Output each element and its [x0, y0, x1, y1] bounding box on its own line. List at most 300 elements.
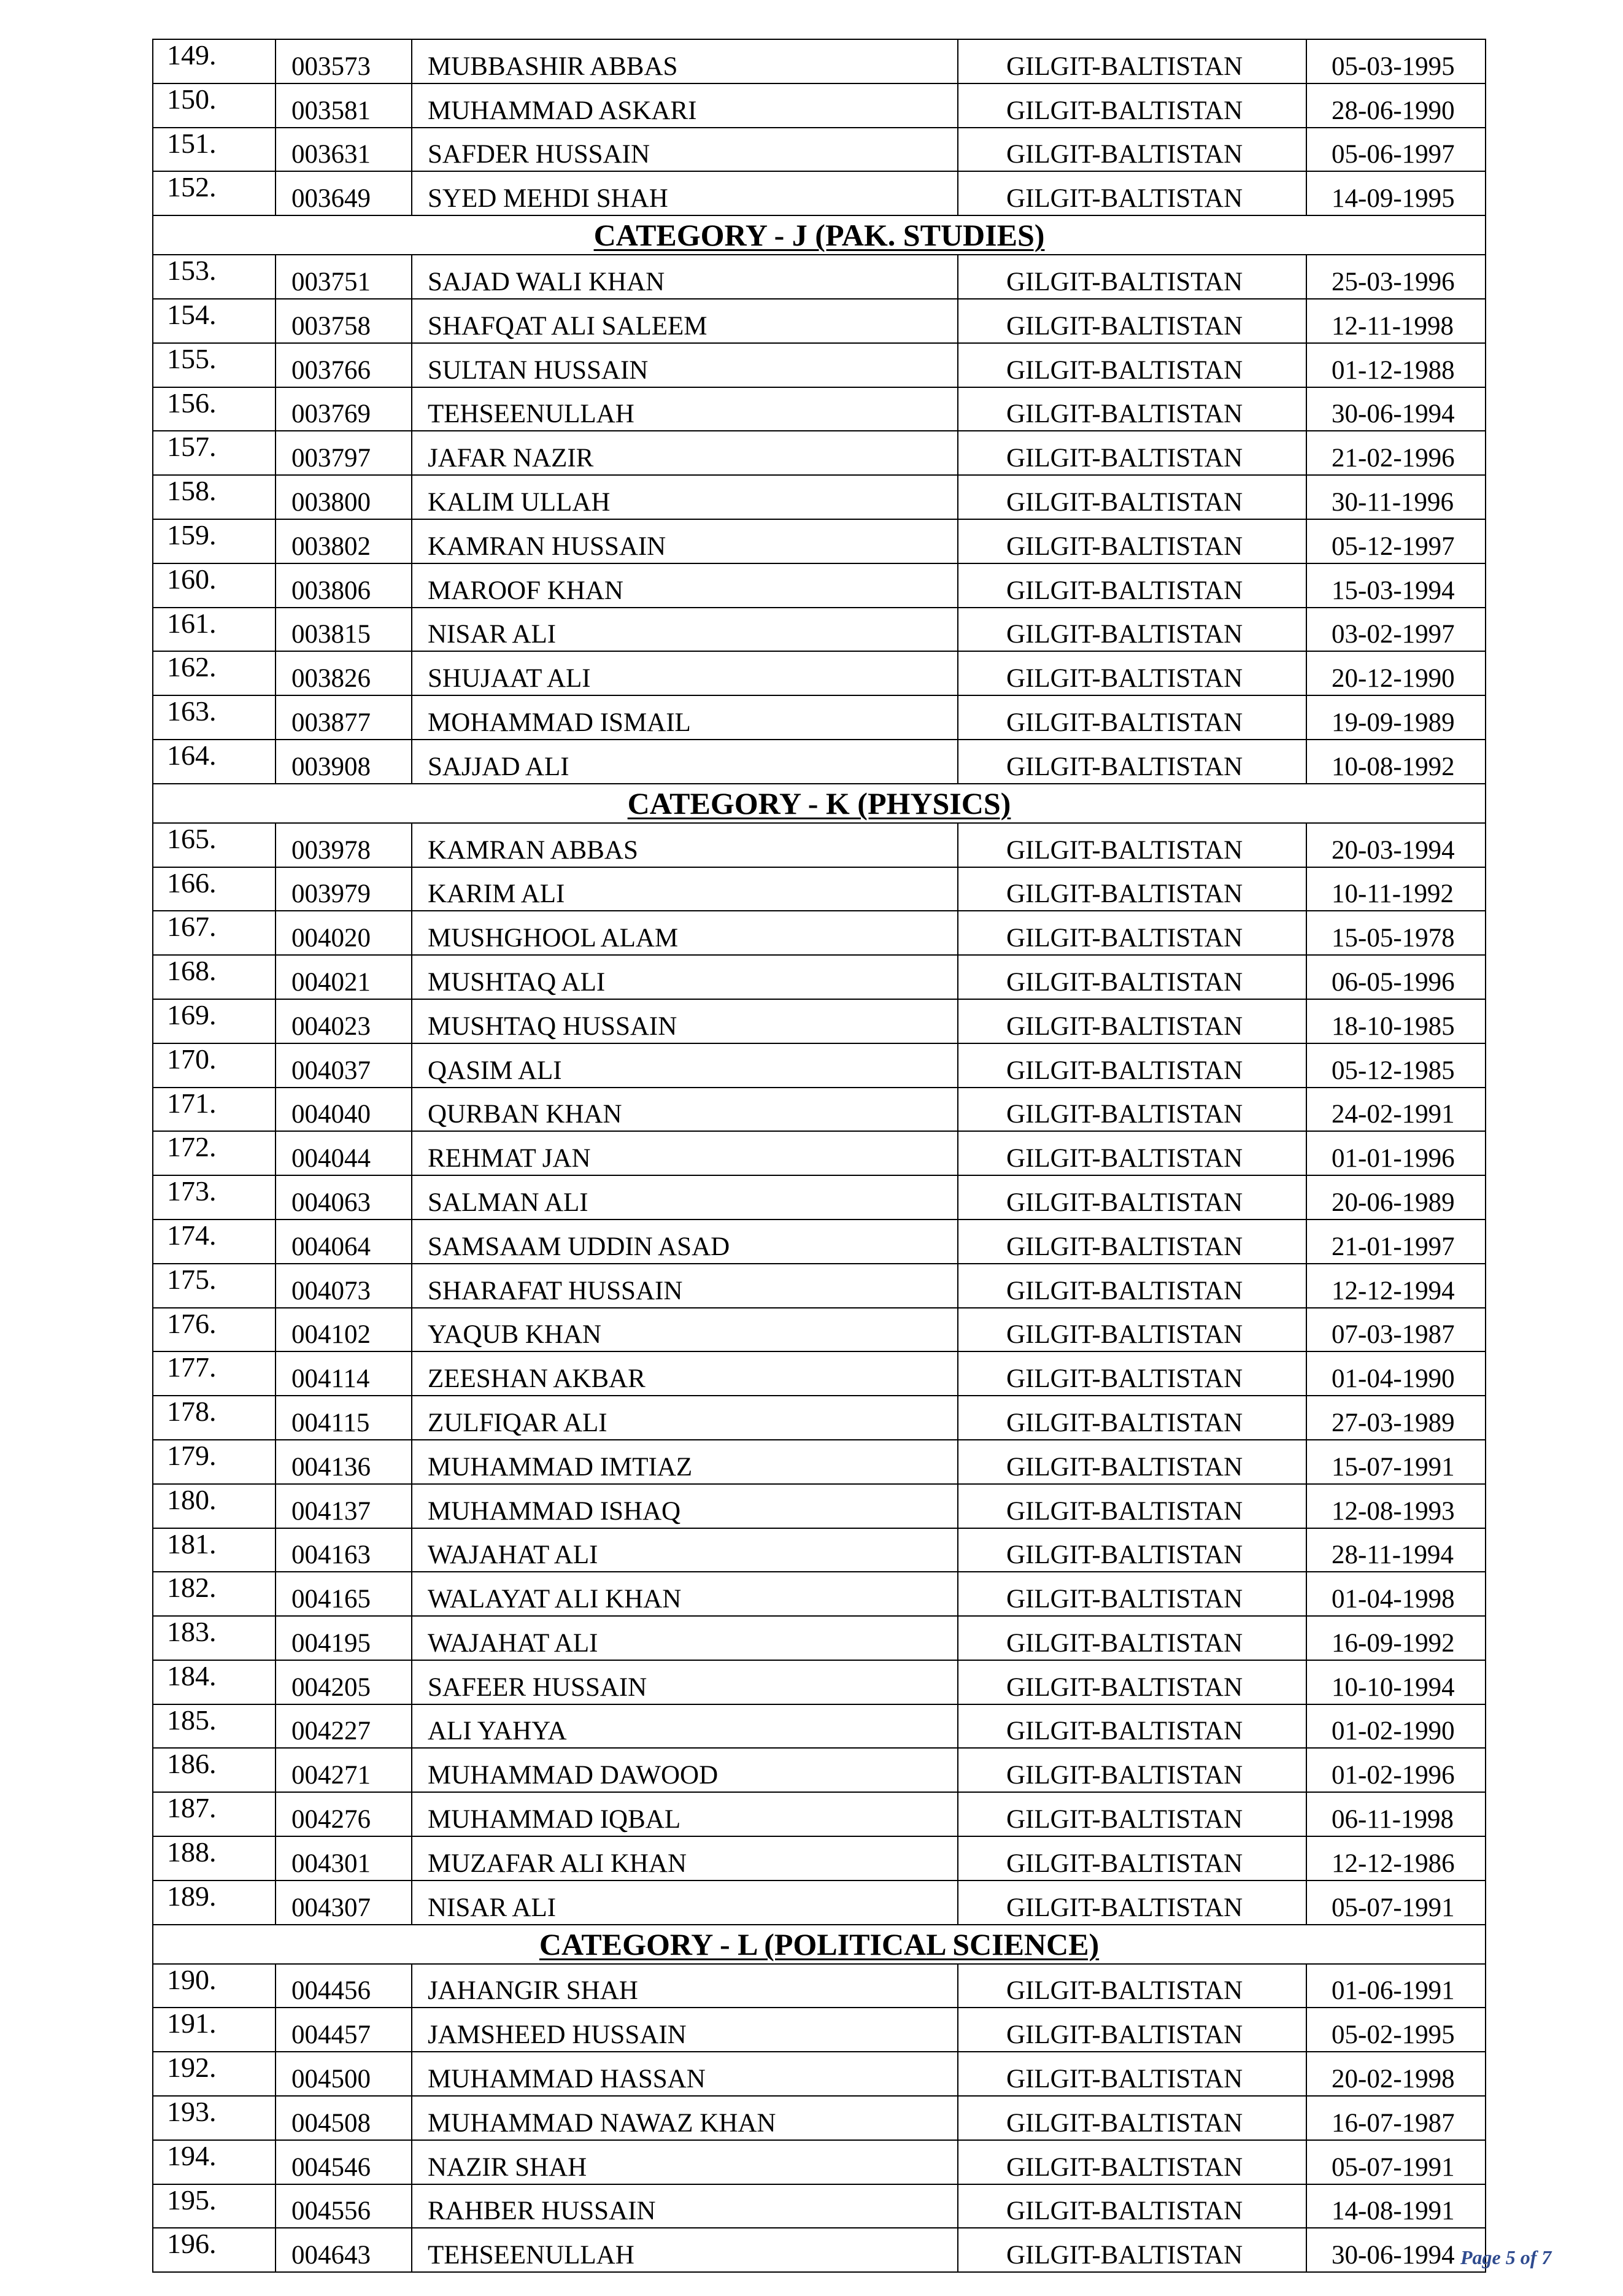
category-title-cell — [153, 1925, 1486, 1964]
domicile: GILGIT-BALTISTAN — [958, 1964, 1306, 2008]
roll-number: 004115 — [276, 1396, 412, 1440]
candidate-name: SAJJAD ALI — [412, 740, 958, 784]
table-row — [153, 2184, 1486, 2228]
table-row — [153, 387, 1486, 431]
roll-number: 004643 — [276, 2228, 412, 2272]
category-title-cell — [153, 784, 1486, 823]
candidate-name: NISAR ALI — [412, 608, 958, 652]
table-row — [153, 128, 1486, 172]
domicile: GILGIT-BALTISTAN — [958, 999, 1306, 1043]
domicile: GILGIT-BALTISTAN — [958, 1351, 1306, 1396]
domicile: GILGIT-BALTISTAN — [958, 83, 1306, 128]
candidate-name: NAZIR SHAH — [412, 2140, 958, 2184]
table-row — [153, 2008, 1486, 2052]
roll-number: 004040 — [276, 1088, 412, 1132]
candidate-name: SALMAN ALI — [412, 1175, 958, 1220]
domicile: GILGIT-BALTISTAN — [958, 911, 1306, 955]
roll-number: 004276 — [276, 1792, 412, 1836]
candidate-name: MOHAMMAD ISMAIL — [412, 695, 958, 740]
serial-number: 156. — [153, 387, 276, 431]
domicile: GILGIT-BALTISTAN — [958, 1528, 1306, 1572]
roll-number: 004037 — [276, 1043, 412, 1088]
candidate-name: SHARAFAT HUSSAIN — [412, 1264, 958, 1308]
date-of-birth: 05-02-1995 — [1306, 2008, 1486, 2052]
date-of-birth: 05-12-1985 — [1306, 1043, 1486, 1088]
table-row — [153, 1484, 1486, 1528]
candidate-name: MUHAMMAD IQBAL — [412, 1792, 958, 1836]
candidate-name: RAHBER HUSSAIN — [412, 2184, 958, 2228]
roll-number: 003978 — [276, 823, 412, 867]
serial-number: 183. — [153, 1616, 276, 1660]
domicile: GILGIT-BALTISTAN — [958, 1748, 1306, 1792]
serial-number: 163. — [153, 695, 276, 740]
domicile: GILGIT-BALTISTAN — [958, 1088, 1306, 1132]
table-row — [153, 999, 1486, 1043]
candidate-name: SAFEER HUSSAIN — [412, 1660, 958, 1704]
table-row — [153, 823, 1486, 867]
candidate-name: MUHAMMAD IMTIAZ — [412, 1440, 958, 1484]
date-of-birth: 01-06-1991 — [1306, 1964, 1486, 2008]
domicile: GILGIT-BALTISTAN — [958, 343, 1306, 387]
serial-number: 167. — [153, 911, 276, 955]
candidate-name: JAHANGIR SHAH — [412, 1964, 958, 2008]
domicile: GILGIT-BALTISTAN — [958, 1396, 1306, 1440]
roll-number: 003751 — [276, 255, 412, 299]
date-of-birth: 24-02-1991 — [1306, 1088, 1486, 1132]
table-row — [153, 1880, 1486, 1925]
table-row — [153, 1175, 1486, 1220]
candidate-name: ALI YAHYA — [412, 1704, 958, 1749]
domicile: GILGIT-BALTISTAN — [958, 740, 1306, 784]
table-row — [153, 519, 1486, 563]
roll-number: 003631 — [276, 128, 412, 172]
roll-number: 004073 — [276, 1264, 412, 1308]
date-of-birth: 01-01-1996 — [1306, 1131, 1486, 1175]
serial-number: 196. — [153, 2228, 276, 2272]
serial-number: 182. — [153, 1572, 276, 1616]
date-of-birth: 05-07-1991 — [1306, 2140, 1486, 2184]
roll-number: 004137 — [276, 1484, 412, 1528]
category-title: CATEGORY - L (POLITICAL SCIENCE) — [539, 1927, 1100, 1962]
serial-number: 179. — [153, 1440, 276, 1484]
date-of-birth: 10-10-1994 — [1306, 1660, 1486, 1704]
table-row — [153, 1351, 1486, 1396]
date-of-birth: 20-02-1998 — [1306, 2052, 1486, 2096]
table-row — [153, 1748, 1486, 1792]
date-of-birth: 19-09-1989 — [1306, 695, 1486, 740]
table-row — [153, 2140, 1486, 2184]
roll-number: 004195 — [276, 1616, 412, 1660]
roll-number: 004556 — [276, 2184, 412, 2228]
date-of-birth: 06-05-1996 — [1306, 955, 1486, 999]
table-row — [153, 1396, 1486, 1440]
domicile: GILGIT-BALTISTAN — [958, 1484, 1306, 1528]
table-row — [153, 911, 1486, 955]
serial-number: 155. — [153, 343, 276, 387]
domicile: GILGIT-BALTISTAN — [958, 2140, 1306, 2184]
roll-number: 004165 — [276, 1572, 412, 1616]
roll-number: 004136 — [276, 1440, 412, 1484]
serial-number: 168. — [153, 955, 276, 999]
domicile: GILGIT-BALTISTAN — [958, 39, 1306, 83]
candidate-name: TEHSEENULLAH — [412, 387, 958, 431]
serial-number: 164. — [153, 740, 276, 784]
category-header — [153, 784, 1486, 823]
table-row — [153, 2052, 1486, 2096]
date-of-birth: 18-10-1985 — [1306, 999, 1486, 1043]
domicile: GILGIT-BALTISTAN — [958, 2008, 1306, 2052]
roll-number: 004500 — [276, 2052, 412, 2096]
candidate-name: TEHSEENULLAH — [412, 2228, 958, 2272]
candidate-name: SULTAN HUSSAIN — [412, 343, 958, 387]
category-title-cell — [153, 215, 1486, 255]
date-of-birth: 03-02-1997 — [1306, 608, 1486, 652]
candidate-name: WALAYAT ALI KHAN — [412, 1572, 958, 1616]
roll-number: 004163 — [276, 1528, 412, 1572]
date-of-birth: 12-11-1998 — [1306, 299, 1486, 343]
domicile: GILGIT-BALTISTAN — [958, 867, 1306, 911]
domicile: GILGIT-BALTISTAN — [958, 431, 1306, 475]
roll-number: 004044 — [276, 1131, 412, 1175]
serial-number: 192. — [153, 2052, 276, 2096]
serial-number: 186. — [153, 1748, 276, 1792]
serial-number: 176. — [153, 1308, 276, 1352]
domicile: GILGIT-BALTISTAN — [958, 2052, 1306, 2096]
domicile: GILGIT-BALTISTAN — [958, 2184, 1306, 2228]
date-of-birth: 15-07-1991 — [1306, 1440, 1486, 1484]
candidates-table-body — [153, 39, 1486, 2272]
domicile: GILGIT-BALTISTAN — [958, 1220, 1306, 1264]
serial-number: 180. — [153, 1484, 276, 1528]
domicile: GILGIT-BALTISTAN — [958, 1616, 1306, 1660]
roll-number: 003649 — [276, 171, 412, 215]
serial-number: 159. — [153, 519, 276, 563]
roll-number: 003797 — [276, 431, 412, 475]
domicile: GILGIT-BALTISTAN — [958, 519, 1306, 563]
table-row — [153, 1264, 1486, 1308]
date-of-birth: 15-03-1994 — [1306, 563, 1486, 608]
serial-number: 157. — [153, 431, 276, 475]
roll-number: 003573 — [276, 39, 412, 83]
serial-number: 172. — [153, 1131, 276, 1175]
candidate-name: QASIM ALI — [412, 1043, 958, 1088]
date-of-birth: 20-12-1990 — [1306, 651, 1486, 695]
date-of-birth: 16-09-1992 — [1306, 1616, 1486, 1660]
roll-number: 004064 — [276, 1220, 412, 1264]
date-of-birth: 05-03-1995 — [1306, 39, 1486, 83]
date-of-birth: 01-12-1988 — [1306, 343, 1486, 387]
domicile: GILGIT-BALTISTAN — [958, 1660, 1306, 1704]
roll-number: 004307 — [276, 1880, 412, 1925]
candidate-name: JAFAR NAZIR — [412, 431, 958, 475]
serial-number: 166. — [153, 867, 276, 911]
candidate-name: SHAFQAT ALI SALEEM — [412, 299, 958, 343]
serial-number: 150. — [153, 83, 276, 128]
roll-number: 003802 — [276, 519, 412, 563]
roll-number: 003766 — [276, 343, 412, 387]
candidate-name: SAFDER HUSSAIN — [412, 128, 958, 172]
roll-number: 004020 — [276, 911, 412, 955]
table-row — [153, 39, 1486, 83]
roll-number: 003815 — [276, 608, 412, 652]
candidate-name: KARIM ALI — [412, 867, 958, 911]
date-of-birth: 14-08-1991 — [1306, 2184, 1486, 2228]
candidate-name: MUZAFAR ALI KHAN — [412, 1836, 958, 1880]
table-row — [153, 2228, 1486, 2272]
roll-number: 004114 — [276, 1351, 412, 1396]
category-header — [153, 1925, 1486, 1964]
candidate-name: MUSHTAQ ALI — [412, 955, 958, 999]
roll-number: 004457 — [276, 2008, 412, 2052]
domicile: GILGIT-BALTISTAN — [958, 1264, 1306, 1308]
serial-number: 149. — [153, 39, 276, 83]
candidate-name: YAQUB KHAN — [412, 1308, 958, 1352]
results-sheet — [152, 39, 1485, 2273]
candidate-name: ZULFIQAR ALI — [412, 1396, 958, 1440]
roll-number: 003581 — [276, 83, 412, 128]
serial-number: 181. — [153, 1528, 276, 1572]
serial-number: 193. — [153, 2096, 276, 2140]
candidate-name: WAJAHAT ALI — [412, 1528, 958, 1572]
candidate-name: MUHAMMAD ASKARI — [412, 83, 958, 128]
roll-number: 004508 — [276, 2096, 412, 2140]
roll-number: 003758 — [276, 299, 412, 343]
table-row — [153, 1964, 1486, 2008]
date-of-birth: 28-11-1994 — [1306, 1528, 1486, 1572]
serial-number: 160. — [153, 563, 276, 608]
date-of-birth: 20-03-1994 — [1306, 823, 1486, 867]
date-of-birth: 06-11-1998 — [1306, 1792, 1486, 1836]
serial-number: 184. — [153, 1660, 276, 1704]
domicile: GILGIT-BALTISTAN — [958, 171, 1306, 215]
serial-number: 154. — [153, 299, 276, 343]
table-row — [153, 255, 1486, 299]
serial-number: 165. — [153, 823, 276, 867]
serial-number: 170. — [153, 1043, 276, 1088]
table-row — [153, 1440, 1486, 1484]
table-row — [153, 955, 1486, 999]
table-row — [153, 475, 1486, 519]
category-title: CATEGORY - K (PHYSICS) — [627, 786, 1011, 821]
roll-number: 003800 — [276, 475, 412, 519]
date-of-birth: 15-05-1978 — [1306, 911, 1486, 955]
roll-number: 004271 — [276, 1748, 412, 1792]
serial-number: 152. — [153, 171, 276, 215]
serial-number: 194. — [153, 2140, 276, 2184]
serial-number: 173. — [153, 1175, 276, 1220]
candidate-name: MUHAMMAD ISHAQ — [412, 1484, 958, 1528]
date-of-birth: 12-12-1986 — [1306, 1836, 1486, 1880]
candidate-name: ZEESHAN AKBAR — [412, 1351, 958, 1396]
table-row — [153, 740, 1486, 784]
serial-number: 178. — [153, 1396, 276, 1440]
domicile: GILGIT-BALTISTAN — [958, 1836, 1306, 1880]
table-row — [153, 563, 1486, 608]
domicile: GILGIT-BALTISTAN — [958, 1704, 1306, 1749]
serial-number: 162. — [153, 651, 276, 695]
candidate-name: SHUJAAT ALI — [412, 651, 958, 695]
domicile: GILGIT-BALTISTAN — [958, 387, 1306, 431]
table-row — [153, 1528, 1486, 1572]
page-number: Page 5 of 7 — [1460, 2246, 1552, 2268]
roll-number: 003806 — [276, 563, 412, 608]
candidate-name: SYED MEHDI SHAH — [412, 171, 958, 215]
domicile: GILGIT-BALTISTAN — [958, 563, 1306, 608]
serial-number: 195. — [153, 2184, 276, 2228]
domicile: GILGIT-BALTISTAN — [958, 1043, 1306, 1088]
serial-number: 171. — [153, 1088, 276, 1132]
date-of-birth: 16-07-1987 — [1306, 2096, 1486, 2140]
roll-number: 003769 — [276, 387, 412, 431]
candidate-name: KAMRAN HUSSAIN — [412, 519, 958, 563]
domicile: GILGIT-BALTISTAN — [958, 651, 1306, 695]
serial-number: 161. — [153, 608, 276, 652]
date-of-birth: 01-04-1998 — [1306, 1572, 1486, 1616]
roll-number: 004456 — [276, 1964, 412, 2008]
domicile: GILGIT-BALTISTAN — [958, 1175, 1306, 1220]
domicile: GILGIT-BALTISTAN — [958, 1440, 1306, 1484]
table-row — [153, 867, 1486, 911]
candidate-name: REHMAT JAN — [412, 1131, 958, 1175]
date-of-birth: 28-06-1990 — [1306, 83, 1486, 128]
candidate-name: KAMRAN ABBAS — [412, 823, 958, 867]
table-row — [153, 83, 1486, 128]
date-of-birth: 01-02-1996 — [1306, 1748, 1486, 1792]
candidate-name: MUHAMMAD NAWAZ KHAN — [412, 2096, 958, 2140]
serial-number: 189. — [153, 1880, 276, 1925]
roll-number: 004023 — [276, 999, 412, 1043]
roll-number: 003877 — [276, 695, 412, 740]
serial-number: 188. — [153, 1836, 276, 1880]
date-of-birth: 30-11-1996 — [1306, 475, 1486, 519]
candidate-name: MUHAMMAD HASSAN — [412, 2052, 958, 2096]
category-title: CATEGORY - J (PAK. STUDIES) — [593, 218, 1045, 253]
date-of-birth: 05-06-1997 — [1306, 128, 1486, 172]
roll-number: 004205 — [276, 1660, 412, 1704]
roll-number: 004063 — [276, 1175, 412, 1220]
date-of-birth: 25-03-1996 — [1306, 255, 1486, 299]
serial-number: 169. — [153, 999, 276, 1043]
candidate-name: SAMSAAM UDDIN ASAD — [412, 1220, 958, 1264]
candidates-table — [152, 39, 1486, 2273]
domicile: GILGIT-BALTISTAN — [958, 299, 1306, 343]
table-row — [153, 1043, 1486, 1088]
domicile: GILGIT-BALTISTAN — [958, 1792, 1306, 1836]
date-of-birth: 07-03-1987 — [1306, 1308, 1486, 1352]
date-of-birth: 20-06-1989 — [1306, 1175, 1486, 1220]
domicile: GILGIT-BALTISTAN — [958, 695, 1306, 740]
table-row — [153, 1572, 1486, 1616]
serial-number: 153. — [153, 255, 276, 299]
roll-number: 004227 — [276, 1704, 412, 1749]
domicile: GILGIT-BALTISTAN — [958, 608, 1306, 652]
candidate-name: QURBAN KHAN — [412, 1088, 958, 1132]
domicile: GILGIT-BALTISTAN — [958, 1880, 1306, 1925]
serial-number: 151. — [153, 128, 276, 172]
table-row — [153, 431, 1486, 475]
date-of-birth: 01-04-1990 — [1306, 1351, 1486, 1396]
candidate-name: MUBBASHIR ABBAS — [412, 39, 958, 83]
date-of-birth: 27-03-1989 — [1306, 1396, 1486, 1440]
roll-number: 004021 — [276, 955, 412, 999]
serial-number: 177. — [153, 1351, 276, 1396]
table-row — [153, 695, 1486, 740]
table-row — [153, 1704, 1486, 1749]
table-row — [153, 2096, 1486, 2140]
domicile: GILGIT-BALTISTAN — [958, 2228, 1306, 2272]
domicile: GILGIT-BALTISTAN — [958, 1308, 1306, 1352]
domicile: GILGIT-BALTISTAN — [958, 255, 1306, 299]
domicile: GILGIT-BALTISTAN — [958, 955, 1306, 999]
serial-number: 187. — [153, 1792, 276, 1836]
candidate-name: KALIM ULLAH — [412, 475, 958, 519]
date-of-birth: 21-01-1997 — [1306, 1220, 1486, 1264]
roll-number: 004301 — [276, 1836, 412, 1880]
table-row — [153, 608, 1486, 652]
candidate-name: NISAR ALI — [412, 1880, 958, 1925]
roll-number: 003908 — [276, 740, 412, 784]
domicile: GILGIT-BALTISTAN — [958, 475, 1306, 519]
domicile: GILGIT-BALTISTAN — [958, 1572, 1306, 1616]
date-of-birth: 05-07-1991 — [1306, 1880, 1486, 1925]
candidate-name: MUSHTAQ HUSSAIN — [412, 999, 958, 1043]
serial-number: 174. — [153, 1220, 276, 1264]
table-row — [153, 1836, 1486, 1880]
table-row — [153, 1616, 1486, 1660]
table-row — [153, 1220, 1486, 1264]
date-of-birth: 10-11-1992 — [1306, 867, 1486, 911]
date-of-birth: 14-09-1995 — [1306, 171, 1486, 215]
date-of-birth: 01-02-1990 — [1306, 1704, 1486, 1749]
domicile: GILGIT-BALTISTAN — [958, 2096, 1306, 2140]
table-row — [153, 171, 1486, 215]
candidate-name: WAJAHAT ALI — [412, 1616, 958, 1660]
table-row — [153, 299, 1486, 343]
table-row — [153, 1792, 1486, 1836]
roll-number: 004102 — [276, 1308, 412, 1352]
date-of-birth: 05-12-1997 — [1306, 519, 1486, 563]
candidate-name: SAJAD WALI KHAN — [412, 255, 958, 299]
roll-number: 004546 — [276, 2140, 412, 2184]
table-row — [153, 1088, 1486, 1132]
domicile: GILGIT-BALTISTAN — [958, 128, 1306, 172]
table-row — [153, 343, 1486, 387]
candidate-name: MUHAMMAD DAWOOD — [412, 1748, 958, 1792]
serial-number: 185. — [153, 1704, 276, 1749]
date-of-birth: 12-08-1993 — [1306, 1484, 1486, 1528]
domicile: GILGIT-BALTISTAN — [958, 823, 1306, 867]
roll-number: 003826 — [276, 651, 412, 695]
serial-number: 191. — [153, 2008, 276, 2052]
table-row — [153, 651, 1486, 695]
domicile: GILGIT-BALTISTAN — [958, 1131, 1306, 1175]
serial-number: 158. — [153, 475, 276, 519]
table-row — [153, 1131, 1486, 1175]
date-of-birth: 21-02-1996 — [1306, 431, 1486, 475]
date-of-birth: 30-06-1994 — [1306, 2228, 1486, 2272]
date-of-birth: 12-12-1994 — [1306, 1264, 1486, 1308]
category-header — [153, 215, 1486, 255]
serial-number: 190. — [153, 1964, 276, 2008]
serial-number: 175. — [153, 1264, 276, 1308]
candidate-name: MUSHGHOOL ALAM — [412, 911, 958, 955]
table-row — [153, 1308, 1486, 1352]
candidate-name: JAMSHEED HUSSAIN — [412, 2008, 958, 2052]
candidate-name: MAROOF KHAN — [412, 563, 958, 608]
table-row — [153, 1660, 1486, 1704]
date-of-birth: 10-08-1992 — [1306, 740, 1486, 784]
date-of-birth: 30-06-1994 — [1306, 387, 1486, 431]
